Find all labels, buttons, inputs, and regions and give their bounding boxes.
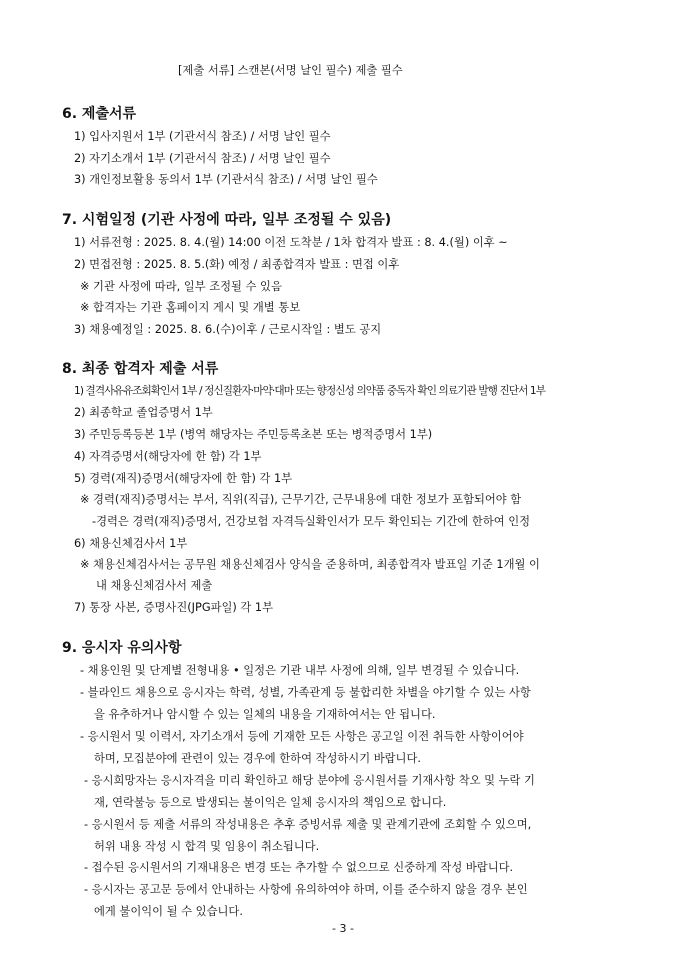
s8-line-3: 3) 주민등록등본 1부 (병역 해당자는 주민등록초본 또는 병적증명서 1부) bbox=[74, 428, 433, 441]
section-9-title: 9. 응시자 유의사항 bbox=[62, 640, 182, 656]
s9-bullet-3b: 하며, 모집분야에 관련이 있는 경우에 한하여 작성하시기 바랍니다. bbox=[94, 752, 421, 765]
s9-bullet-5a: - 응시원서 등 제출 서류의 작성내용은 추후 증빙서류 제출 및 관계기관에 조회할 수 있으며, bbox=[84, 818, 532, 831]
page-number: - 3 - bbox=[332, 922, 354, 935]
s9-bullet-5b: 허위 내용 작성 시 합격 및 임용이 취소됩니다. bbox=[94, 840, 320, 853]
s9-bullet-2a: - 블라인드 채용으로 응시자는 학력, 성별, 가족관계 등 불합리한 차별을 야기할 수 있는 사항 bbox=[80, 686, 531, 699]
s8-line-5: 5) 경력(재직)증명서(해당자에 한 함) 각 1부 bbox=[74, 472, 293, 485]
s8-note-1: ※ 경력(재직)증명서는 부서, 직위(직급), 근무기간, 근무내용에 대한 정보가 포함되어야 함 bbox=[80, 493, 522, 506]
s8-line-1: 1) 결격사유유조회확인서 1부 / 정신질환자·마약·대마 또는 향정신성 의약품 중독자 확인 의료기관 발행 진단서 1부 bbox=[74, 385, 546, 397]
s9-bullet-7b: 에게 불이익이 될 수 있습니다. bbox=[94, 905, 243, 918]
s8-note-2: -경력은 경력(재직)증명서, 건강보험 자격득실확인서가 모두 확인되는 기간에 한하여 인정 bbox=[92, 515, 531, 528]
s6-item-1: 1) 입사지원서 1부 (기관서식 참조) / 서명 날인 필수 bbox=[74, 130, 331, 143]
s8-line-7: 7) 통장 사본, 증명사진(JPG파일) 각 1부 bbox=[74, 601, 273, 614]
s8-note-3a: ※ 채용신체검사서는 공무원 채용신체검사 양식을 준용하며, 최종합격자 발표일 기준 1개월 이 bbox=[80, 558, 540, 571]
s7-note-2: ※ 합격자는 기관 홈페이지 게시 및 개별 통보 bbox=[80, 301, 301, 314]
section-8-title: 8. 최종 합격자 제출 서류 bbox=[62, 361, 219, 377]
s9-bullet-4a: - 응시희망자는 응시자격을 미리 확인하고 해당 분야에 응시원서를 기재사항 착오 및 누락 기 bbox=[84, 774, 535, 787]
s6-item-2: 2) 자기소개서 1부 (기관서식 참조) / 서명 날인 필수 bbox=[74, 152, 331, 165]
section-7-title: 7. 시험일정 (기관 사정에 따라, 일부 조정될 수 있음) bbox=[62, 212, 392, 228]
section-6-title: 6. 제출서류 bbox=[62, 106, 137, 122]
top-note: [제출 서류] 스캔본(서명 날인 필수) 제출 필수 bbox=[178, 64, 403, 77]
s7-line-2: 2) 면접전형 : 2025. 8. 5.(화) 예정 / 최종합격자 발표 : 면접 이후 bbox=[74, 258, 400, 271]
s9-bullet-4b: 재, 연락불능 등으로 발생되는 불이익은 일체 응시자의 책임으로 합니다. bbox=[94, 796, 447, 809]
s7-note-1: ※ 기관 사정에 따라, 일부 조정될 수 있음 bbox=[80, 280, 282, 293]
s9-bullet-3a: - 응시원서 및 이력서, 자기소개서 등에 기재한 모든 사항은 공고일 이전 취득한 사항이어야 bbox=[80, 730, 524, 743]
s7-line-3: 3) 채용예정일 : 2025. 8. 6.(수)이후 / 근로시작일 : 별도 공지 bbox=[74, 323, 382, 336]
s9-bullet-6: - 접수된 응시원서의 기재내용은 변경 또는 추가할 수 없으므로 신중하게 작성 바랍니다. bbox=[84, 861, 514, 874]
s8-line-4: 4) 자격증명서(해당자에 한 함) 각 1부 bbox=[74, 450, 262, 463]
s7-line-1: 1) 서류전형 : 2025. 8. 4.(월) 14:00 이전 도착분 / 1차 합격자 발표 : 8. 4.(월) 이후 ~ bbox=[74, 236, 508, 249]
s8-line-2: 2) 최종학교 졸업증명서 1부 bbox=[74, 406, 213, 419]
s6-item-3: 3) 개인정보활용 동의서 1부 (기관서식 참조) / 서명 날인 필수 bbox=[74, 173, 378, 186]
s8-note-3b: 내 채용신체검사서 제출 bbox=[96, 579, 213, 592]
s9-bullet-2b: 을 유추하거나 암시할 수 있는 일체의 내용을 기재하여서는 안 됩니다. bbox=[94, 708, 436, 721]
s9-bullet-1: - 채용인원 및 단계별 전형내용 • 일정은 기관 내부 사정에 의해, 일부 변경될 수 있습니다. bbox=[80, 664, 520, 677]
s8-line-6: 6) 채용신체검사서 1부 bbox=[74, 537, 188, 550]
s9-bullet-7a: - 응시자는 공고문 등에서 안내하는 사항에 유의하여야 하며, 이를 준수하지 않을 경우 본인 bbox=[84, 883, 528, 896]
